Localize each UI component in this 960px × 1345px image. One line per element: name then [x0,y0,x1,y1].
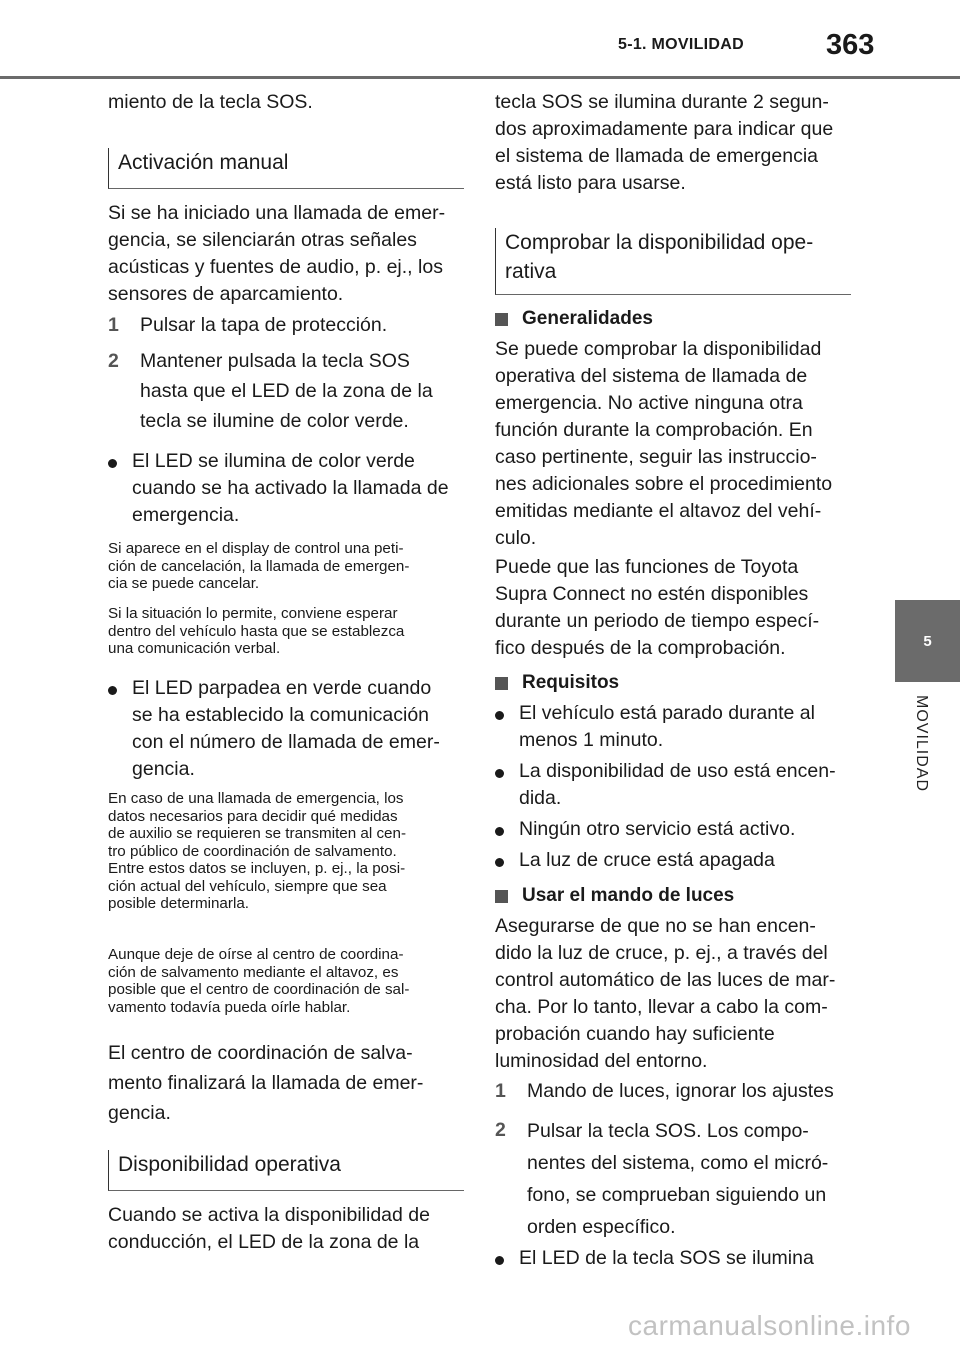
square-marker [495,313,508,326]
bullet-dot [495,1256,504,1265]
bullet-dot [495,827,504,836]
heading-activacion-manual [108,148,464,189]
square-marker [495,890,508,903]
subheading-text: Requisitos [522,672,620,693]
bullet-item [495,1245,851,1272]
step-number: 1 [108,314,119,336]
bullet-text: El LED de la tecla SOS se ilumina [519,1247,814,1269]
bullet-item [108,448,464,530]
subheading-requisitos [495,671,851,695]
note: Si la situación lo permite, conviene esperar dentro del vehículo hasta que se establezca una comunicación verbal. [108,605,405,657]
step-2 [108,346,464,438]
subheading-text: Usar el mando de luces [522,885,735,906]
section-title: 5-1. MOVILIDAD [618,36,744,53]
bullet-item [495,847,851,874]
step-number: 1 [495,1080,506,1102]
step-text: Mando de luces, ignorar los ajustes [527,1080,834,1102]
intro-text: miento de la tecla SOS. [108,91,313,113]
step-number: 2 [495,1119,506,1141]
bullet-item [495,816,851,843]
square-marker [495,677,508,690]
subheading-generalidades [495,307,851,331]
watermark: carmanualsonline.info [628,1310,911,1341]
bullet-text: El LED se ilumina de color verde cuando se ha activado la llamada de emergencia. [132,450,449,526]
bullet-dot [495,858,504,867]
bullet-text: Ningún otro servicio está activo. [519,818,796,840]
paragraph: Asegurarse de que no se han encen- dido la luz de cruce, p. ej., a través del control automático de las luces de mar- cha. Por lo tanto, llevar a cabo la com- probación cuando hay suficiente luminosidad del entorno. [495,915,836,1072]
step-1 [495,1076,851,1106]
step-text: Mantener pulsada la tecla SOS hasta que el LED de la zona de la tecla se ilumine de color verde. [140,350,433,432]
bullet-text: El vehículo está parado durante al menos 1 minuto. [519,702,815,751]
step-2 [495,1115,851,1237]
bullet-text: La luz de cruce está apagada [519,849,775,871]
step-text: Pulsar la tecla SOS. Los compo- nentes del sistema, como el micró- fono, se comprueban siguiendo un orden específico. [527,1120,829,1238]
chapter-label: MOVILIDAD [913,695,930,793]
heading-disponibilidad-operativa [108,1150,464,1191]
bullet-dot [108,686,117,695]
subheading-text: Generalidades [522,308,653,329]
chapter-tab: 5 [895,600,960,682]
bullet-item [495,758,851,812]
heading-comprobar-disponibilidad [495,228,851,295]
bullet-dot [495,711,504,720]
heading-text: Activación manual [118,151,289,174]
paragraph: El centro de coordinación de salva- mento finalizará la llamada de emer- gencia. [108,1042,424,1124]
heading-text: Disponibilidad operativa [118,1153,341,1176]
page-number: 363 [826,29,875,61]
bullet-dot [108,459,117,468]
step-text: Pulsar la tapa de protección. [140,314,388,336]
paragraph: Cuando se activa la disponibilidad de conducción, el LED de la zona de la [108,1204,430,1253]
header-rule [0,76,960,79]
paragraph: Se puede comprobar la disponibilidad operativa del sistema de llamada de emergencia. No active ninguna otra función durante la comprobación. En caso pertinente, seguir las instruccio- nes adicionales sobre el procedimiento emitidas mediante el altavoz del vehí- culo. [495,338,833,549]
step-number: 2 [108,350,119,372]
paragraph: Si se ha iniciado una llamada de emer- gencia, se silenciarán otras señales acústicas y fuentes de audio, p. ej., los sensores de aparcamiento. [108,202,446,305]
bullet-item [495,700,851,754]
paragraph: tecla SOS se ilumina durante 2 segun- dos aproximadamente para indicar que el sistema de llamada de emergencia está listo para usarse. [495,91,834,194]
note: En caso de una llamada de emergencia, los datos necesarios para decidir qué medidas de auxilio se requieren se transmiten al cen- tro público de coordinación de salvamento. Entre estos datos se incluyen, p. ej., la posi- ción actual del vehículo, siempre que sea posible determinarla. [108,790,407,912]
note: Si aparece en el display de control una peti- ción de cancelación, la llamada de emergen- cia se puede cancelar. [108,540,410,592]
bullet-item [108,675,464,783]
subheading-mando-luces [495,884,851,908]
bullet-text: La disponibilidad de uso está encen- dida. [519,760,836,809]
bullet-dot [495,769,504,778]
step-1 [108,310,464,340]
paragraph: Puede que las funciones de Toyota Supra Connect no estén disponibles durante un periodo de tiempo especí- fico después de la comprobación. [495,556,820,659]
bullet-text: El LED parpadea en verde cuando se ha establecido la comunicación con el número de llamada de emer- gencia. [132,677,440,780]
heading-text: Comprobar la disponibilidad ope- rativa [505,231,814,283]
note: Aunque deje de oírse al centro de coordina- ción de salvamento mediante el altavoz, es posible que el centro de coordinación de sal- vamento todavía pueda oírle hablar. [108,946,410,1016]
